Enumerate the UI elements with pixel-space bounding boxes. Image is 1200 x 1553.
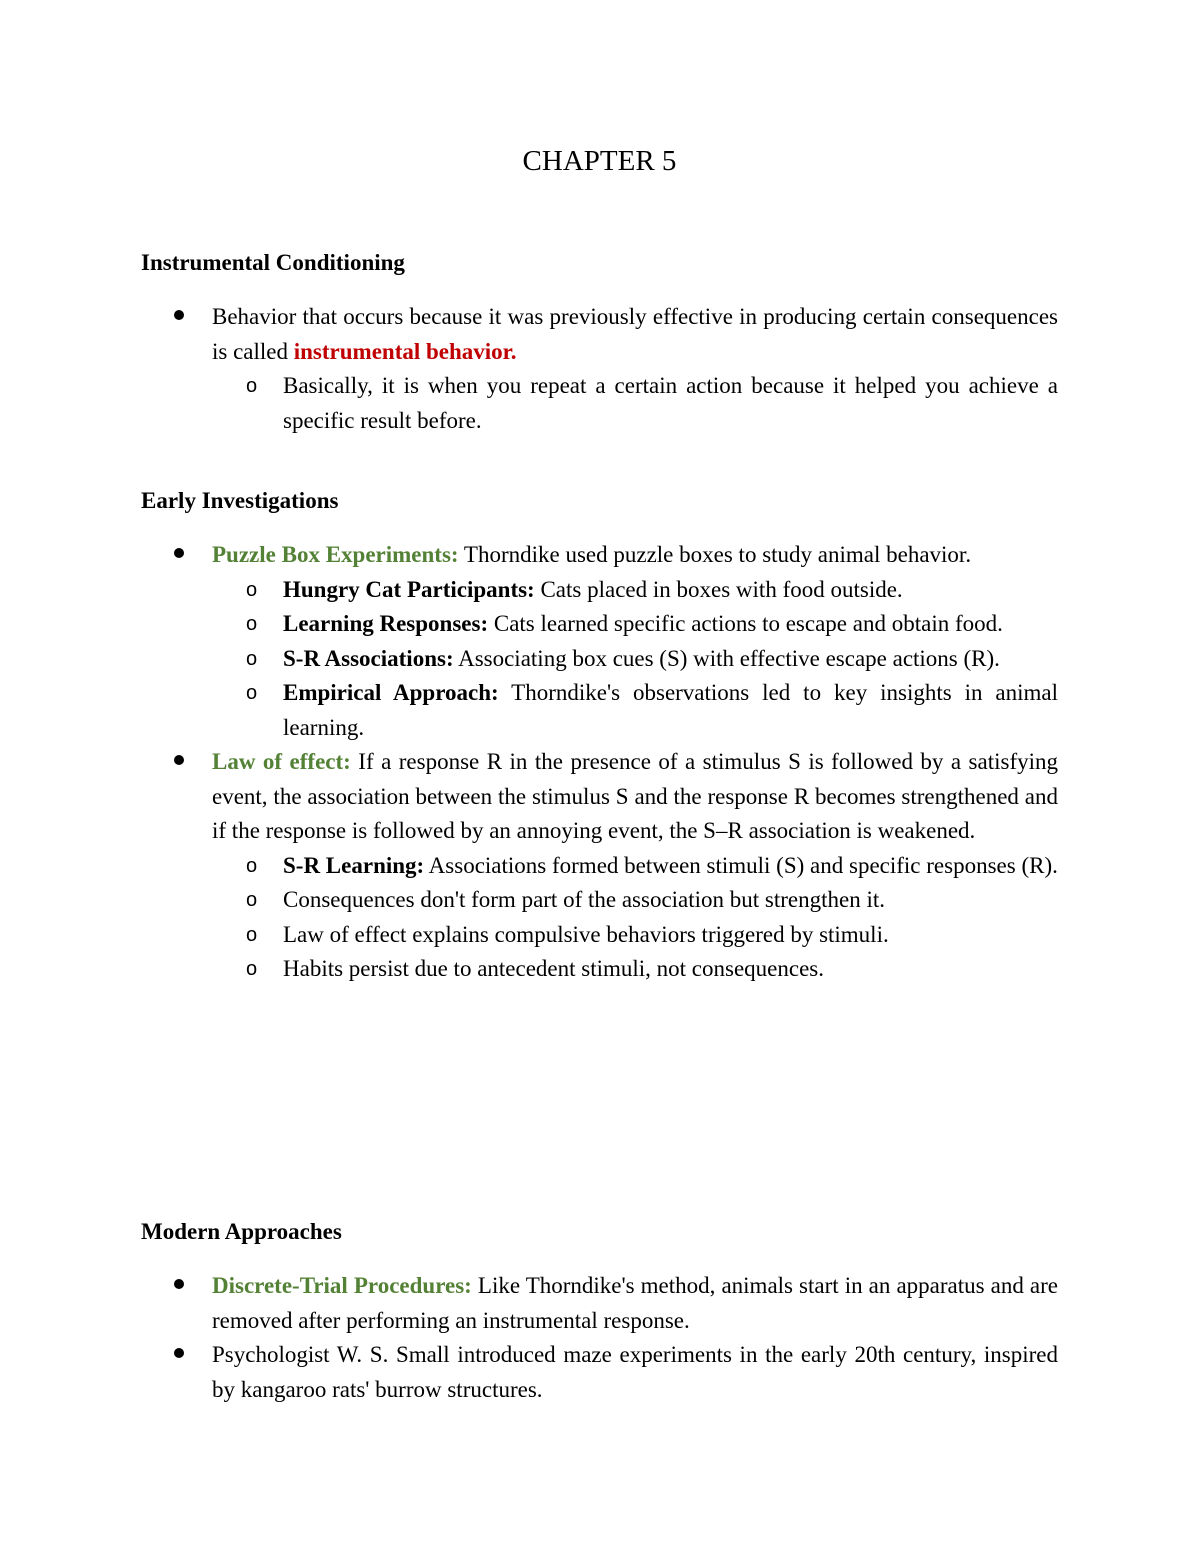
sub-bullet-icon: o <box>246 578 258 601</box>
sub-bullet-icon: o <box>246 958 258 980</box>
item-text: Thorndike used puzzle boxes to study animal behavior. <box>458 542 972 567</box>
bullet-list <box>141 538 1058 987</box>
sub-item-text: Thorndike's observations led to key insights in animal learning. <box>283 680 1058 740</box>
bullet-icon <box>174 1348 184 1358</box>
item-text: Psychologist W. S. Small introduced maze experiments in the early 20th century, inspired by kangaroo rats' burrow structures. <box>212 1342 1058 1402</box>
sub-item-text: Cats placed in boxes with food outside. <box>534 576 903 602</box>
sub-bullet-icon: o <box>246 613 258 635</box>
section-early-investigations <box>141 486 1058 987</box>
sub-bullet-icon: o <box>246 682 258 704</box>
chapter-title: CHAPTER 5 <box>522 145 677 177</box>
sub-item-text: Associating box cues (S) with effective escape actions (R). <box>453 645 1000 671</box>
list-item <box>141 1338 1058 1407</box>
bullet-icon <box>174 310 184 320</box>
sub-bullet-icon: o <box>246 923 258 946</box>
sub-list-item <box>212 918 1058 953</box>
section-heading: Instrumental Conditioning <box>141 250 405 275</box>
section-modern-approaches <box>141 1217 1058 1407</box>
sub-list <box>212 573 1058 746</box>
section-instrumental-conditioning <box>141 248 1058 438</box>
sub-list-item <box>212 607 1058 642</box>
bullet-icon <box>174 755 184 765</box>
sub-list-item <box>212 952 1058 987</box>
sub-item-term: Learning Responses: <box>283 611 489 636</box>
sub-list-item <box>212 849 1058 884</box>
bullet-icon <box>174 548 184 558</box>
sub-item-text: Consequences don't form part of the association but strengthen it. <box>283 887 886 912</box>
sub-bullet-icon: o <box>246 889 258 911</box>
sub-list-item <box>212 642 1058 677</box>
item-term: Law of effect: <box>212 749 351 774</box>
sub-bullet-icon: o <box>246 375 258 397</box>
item-text: Behavior that occurs because it was previously effective in producing certain consequences is called <box>212 304 1058 364</box>
sub-bullet-icon: o <box>246 854 258 877</box>
list-item <box>141 1269 1058 1338</box>
sub-item-text: Habits persist due to antecedent stimuli, not consequences. <box>283 956 825 981</box>
sub-list-item <box>212 369 1058 438</box>
item-term: Puzzle Box Experiments: <box>212 542 459 567</box>
list-item <box>141 745 1058 987</box>
sub-list-item <box>212 573 1058 608</box>
sub-item-term: S-R Associations: <box>283 645 454 671</box>
highlighted-term: instrumental behavior. <box>293 338 517 364</box>
bullet-list <box>141 1269 1058 1407</box>
sub-list-item <box>212 676 1058 745</box>
bullet-icon <box>174 1279 184 1289</box>
item-text: If a response R in the presence of a stimulus S is followed by a satisfying event, the association between the stimulus S and the response R becomes strengthened and if the response is followed by an annoying event, the S–R association is weakened. <box>212 749 1059 843</box>
item-term: Discrete-Trial Procedures: <box>212 1273 472 1298</box>
sub-bullet-icon: o <box>246 647 258 670</box>
sub-item-text: Law of effect explains compulsive behaviors triggered by stimuli. <box>283 921 889 947</box>
sub-item-term: Empirical Approach: <box>283 680 499 705</box>
bullet-list <box>141 300 1058 438</box>
list-item <box>141 300 1058 438</box>
sub-list-item <box>212 883 1058 918</box>
sub-item-text: Basically, it is when you repeat a certain action because it helped you achieve a specific result before. <box>283 373 1058 433</box>
sub-item-text: Cats learned specific actions to escape and obtain food. <box>488 611 1003 636</box>
sub-item-term: S-R Learning: <box>283 852 425 878</box>
sub-list <box>212 369 1058 438</box>
section-heading: Modern Approaches <box>141 1219 342 1244</box>
section-heading: Early Investigations <box>141 488 339 513</box>
sub-list <box>212 849 1058 987</box>
sub-item-text: Associations formed between stimuli (S) and specific responses (R). <box>424 852 1058 878</box>
sub-item-term: Hungry Cat Participants: <box>283 576 535 602</box>
item-text: Like Thorndike's method, animals start in an apparatus and are removed after performing an instrumental response. <box>212 1273 1058 1333</box>
list-item <box>141 538 1058 745</box>
